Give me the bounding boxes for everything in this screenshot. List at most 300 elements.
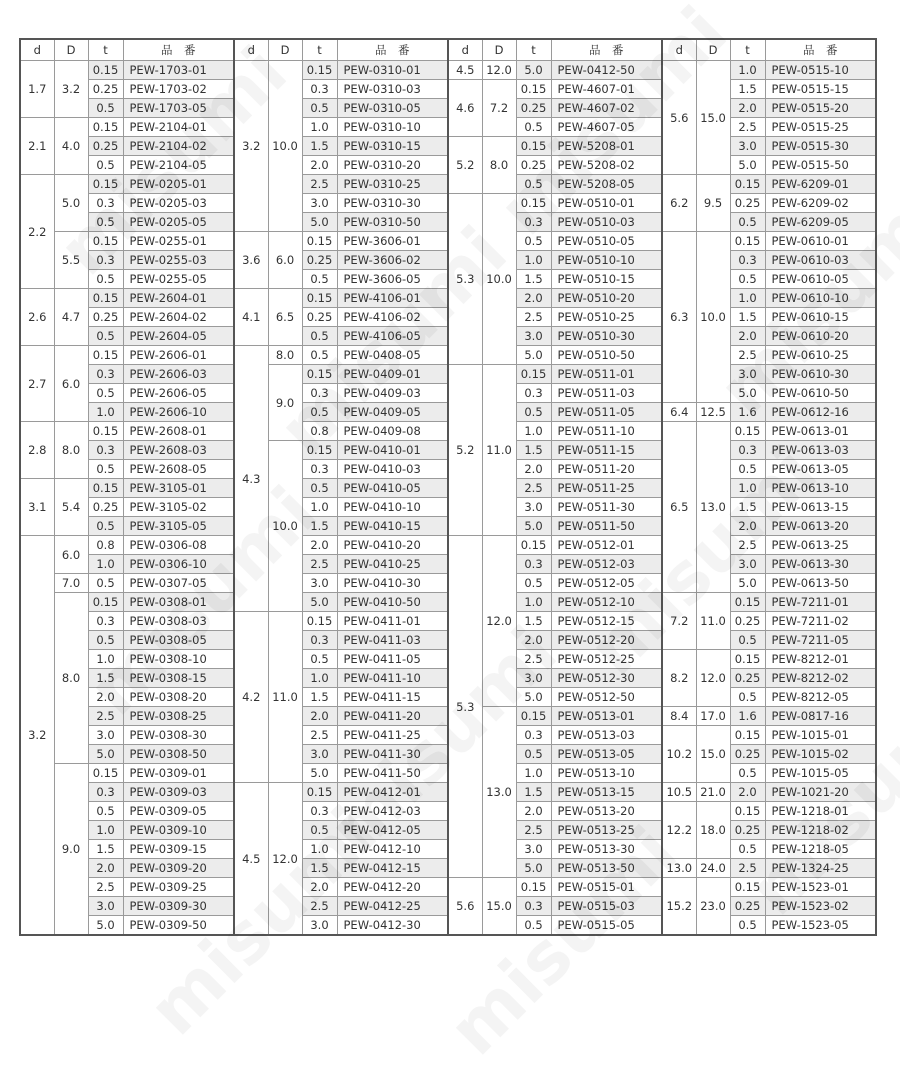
cell-inner-diameter: 5.3 — [448, 194, 482, 365]
header-part-number: 品 番 — [765, 39, 876, 61]
cell-thickness: 1.5 — [302, 688, 337, 707]
cell-outer-diameter: 8.0 — [268, 346, 302, 365]
cell-outer-diameter: 8.0 — [54, 422, 88, 479]
cell-part-number: PEW-0411-03 — [337, 631, 448, 650]
cell-thickness: 0.15 — [88, 479, 123, 498]
cell-part-number: PEW-0610-20 — [765, 327, 876, 346]
cell-part-number: PEW-0412-10 — [337, 840, 448, 859]
cell-outer-diameter: 8.0 — [54, 593, 88, 764]
cell-thickness: 0.15 — [88, 593, 123, 612]
cell-thickness: 0.5 — [88, 802, 123, 821]
cell-part-number: PEW-0308-05 — [123, 631, 234, 650]
cell-inner-diameter: 5.6 — [448, 878, 482, 936]
cell-part-number: PEW-0308-15 — [123, 669, 234, 688]
cell-thickness: 5.0 — [730, 156, 765, 175]
cell-part-number: PEW-0412-03 — [337, 802, 448, 821]
cell-thickness: 0.5 — [516, 745, 551, 764]
cell-thickness: 0.3 — [88, 783, 123, 802]
cell-thickness: 3.0 — [516, 840, 551, 859]
cell-thickness: 0.15 — [730, 593, 765, 612]
cell-thickness: 5.0 — [730, 384, 765, 403]
cell-part-number: PEW-0513-25 — [551, 821, 662, 840]
cell-part-number: PEW-1703-01 — [123, 61, 234, 80]
cell-thickness: 5.0 — [302, 593, 337, 612]
table-row — [20, 878, 876, 897]
cell-part-number: PEW-0309-20 — [123, 859, 234, 878]
cell-part-number: PEW-0513-03 — [551, 726, 662, 745]
table-row — [20, 80, 876, 99]
cell-part-number: PEW-0410-20 — [337, 536, 448, 555]
cell-part-number: PEW-0510-15 — [551, 270, 662, 289]
cell-thickness: 0.5 — [302, 821, 337, 840]
cell-outer-diameter: 6.0 — [268, 232, 302, 289]
cell-outer-diameter: 5.0 — [54, 175, 88, 232]
cell-thickness: 0.5 — [516, 175, 551, 194]
cell-thickness: 1.5 — [302, 517, 337, 536]
cell-thickness: 1.0 — [302, 118, 337, 137]
cell-thickness: 0.15 — [730, 878, 765, 897]
table-body — [20, 61, 876, 936]
cell-thickness: 0.15 — [516, 707, 551, 726]
cell-part-number: PEW-1015-02 — [765, 745, 876, 764]
cell-part-number: PEW-0255-05 — [123, 270, 234, 289]
cell-outer-diameter: 10.0 — [696, 232, 730, 403]
cell-thickness: 0.15 — [302, 612, 337, 631]
cell-inner-diameter: 5.2 — [448, 365, 482, 536]
cell-part-number: PEW-0610-25 — [765, 346, 876, 365]
cell-outer-diameter: 13.0 — [696, 422, 730, 593]
cell-outer-diameter: 9.5 — [696, 175, 730, 232]
cell-thickness: 1.6 — [730, 403, 765, 422]
cell-thickness: 0.3 — [516, 726, 551, 745]
cell-outer-diameter: 11.0 — [482, 365, 516, 536]
cell-thickness: 5.0 — [516, 346, 551, 365]
part-number-table — [19, 38, 877, 936]
cell-part-number: PEW-2608-01 — [123, 422, 234, 441]
cell-inner-diameter: 4.2 — [234, 612, 268, 783]
cell-thickness: 2.5 — [516, 479, 551, 498]
cell-inner-diameter: 5.6 — [662, 61, 696, 175]
cell-part-number: PEW-0510-05 — [551, 232, 662, 251]
cell-part-number: PEW-0408-05 — [337, 346, 448, 365]
cell-part-number: PEW-1324-25 — [765, 859, 876, 878]
cell-thickness: 0.15 — [88, 61, 123, 80]
header-d: d — [20, 39, 54, 61]
cell-inner-diameter: 3.1 — [20, 479, 54, 536]
cell-part-number: PEW-0511-30 — [551, 498, 662, 517]
cell-part-number: PEW-0410-01 — [337, 441, 448, 460]
cell-thickness: 0.15 — [302, 61, 337, 80]
cell-thickness: 0.15 — [516, 80, 551, 99]
cell-part-number: PEW-0513-01 — [551, 707, 662, 726]
cell-thickness: 0.5 — [302, 650, 337, 669]
cell-part-number: PEW-0515-01 — [551, 878, 662, 897]
cell-part-number: PEW-2606-10 — [123, 403, 234, 422]
cell-inner-diameter: 3.2 — [234, 61, 268, 232]
cell-outer-diameter: 12.0 — [482, 536, 516, 707]
header-part-number: 品 番 — [123, 39, 234, 61]
cell-part-number: PEW-0411-30 — [337, 745, 448, 764]
header-D: D — [268, 39, 302, 61]
cell-part-number: PEW-0613-10 — [765, 479, 876, 498]
cell-outer-diameter: 12.0 — [482, 61, 516, 80]
cell-thickness: 0.15 — [88, 289, 123, 308]
cell-thickness: 2.5 — [730, 859, 765, 878]
cell-outer-diameter: 10.0 — [268, 61, 302, 232]
cell-outer-diameter: 9.0 — [268, 365, 302, 441]
cell-thickness: 2.0 — [88, 859, 123, 878]
cell-part-number: PEW-1523-02 — [765, 897, 876, 916]
cell-part-number: PEW-0308-50 — [123, 745, 234, 764]
cell-thickness: 3.0 — [730, 365, 765, 384]
cell-thickness: 0.15 — [516, 536, 551, 555]
cell-part-number: PEW-0306-08 — [123, 536, 234, 555]
cell-thickness: 0.3 — [88, 194, 123, 213]
cell-thickness: 0.3 — [730, 251, 765, 270]
cell-part-number: PEW-0512-20 — [551, 631, 662, 650]
cell-thickness: 3.0 — [516, 498, 551, 517]
cell-thickness: 0.25 — [730, 194, 765, 213]
cell-part-number: PEW-0512-10 — [551, 593, 662, 612]
cell-thickness: 0.8 — [88, 536, 123, 555]
cell-part-number: PEW-0412-30 — [337, 916, 448, 936]
cell-part-number: PEW-0308-01 — [123, 593, 234, 612]
cell-thickness: 5.0 — [516, 517, 551, 536]
cell-part-number: PEW-0411-10 — [337, 669, 448, 688]
cell-inner-diameter: 10.5 — [662, 783, 696, 802]
cell-part-number: PEW-0515-15 — [765, 80, 876, 99]
cell-thickness: 0.5 — [302, 403, 337, 422]
cell-thickness: 1.5 — [88, 669, 123, 688]
cell-part-number: PEW-4106-01 — [337, 289, 448, 308]
cell-thickness: 2.0 — [516, 460, 551, 479]
cell-inner-diameter: 6.3 — [662, 232, 696, 403]
cell-part-number: PEW-0310-05 — [337, 99, 448, 118]
cell-thickness: 1.0 — [516, 251, 551, 270]
cell-thickness: 2.0 — [730, 327, 765, 346]
cell-thickness: 2.5 — [88, 707, 123, 726]
cell-part-number: PEW-2608-05 — [123, 460, 234, 479]
cell-thickness: 0.25 — [730, 821, 765, 840]
cell-thickness: 0.15 — [516, 365, 551, 384]
cell-part-number: PEW-0515-10 — [765, 61, 876, 80]
cell-outer-diameter: 6.0 — [54, 536, 88, 574]
cell-part-number: PEW-3105-01 — [123, 479, 234, 498]
cell-thickness: 1.0 — [730, 61, 765, 80]
cell-part-number: PEW-0610-01 — [765, 232, 876, 251]
cell-part-number: PEW-0409-03 — [337, 384, 448, 403]
cell-thickness: 2.0 — [302, 536, 337, 555]
cell-part-number: PEW-6209-05 — [765, 213, 876, 232]
cell-part-number: PEW-1015-01 — [765, 726, 876, 745]
spec-table-container — [19, 38, 875, 943]
cell-thickness: 0.15 — [88, 764, 123, 783]
cell-outer-diameter: 11.0 — [268, 612, 302, 783]
cell-thickness: 0.3 — [302, 631, 337, 650]
cell-inner-diameter: 4.5 — [234, 783, 268, 936]
table-row — [20, 365, 876, 384]
cell-part-number: PEW-0411-25 — [337, 726, 448, 745]
cell-part-number: PEW-2608-03 — [123, 441, 234, 460]
cell-thickness: 2.0 — [730, 99, 765, 118]
header-D: D — [54, 39, 88, 61]
cell-thickness: 0.5 — [730, 764, 765, 783]
cell-thickness: 1.5 — [516, 441, 551, 460]
cell-thickness: 0.15 — [302, 365, 337, 384]
cell-part-number: PEW-7211-02 — [765, 612, 876, 631]
cell-thickness: 0.5 — [88, 270, 123, 289]
cell-thickness: 0.5 — [730, 460, 765, 479]
cell-inner-diameter: 4.1 — [234, 289, 268, 346]
cell-outer-diameter: 10.0 — [268, 441, 302, 612]
header-row — [20, 39, 876, 61]
cell-part-number: PEW-0410-30 — [337, 574, 448, 593]
cell-thickness: 0.15 — [730, 175, 765, 194]
cell-part-number: PEW-5208-02 — [551, 156, 662, 175]
cell-part-number: PEW-3105-05 — [123, 517, 234, 536]
cell-thickness: 0.5 — [88, 327, 123, 346]
cell-part-number: PEW-0307-05 — [123, 574, 234, 593]
cell-part-number: PEW-0512-01 — [551, 536, 662, 555]
cell-part-number: PEW-1021-20 — [765, 783, 876, 802]
cell-inner-diameter: 2.2 — [20, 175, 54, 289]
cell-inner-diameter: 5.3 — [448, 536, 482, 878]
cell-thickness: 0.5 — [730, 631, 765, 650]
cell-outer-diameter: 13.0 — [482, 707, 516, 878]
cell-part-number: PEW-0511-01 — [551, 365, 662, 384]
cell-thickness: 1.5 — [730, 80, 765, 99]
cell-part-number: PEW-7211-01 — [765, 593, 876, 612]
cell-thickness: 0.15 — [302, 783, 337, 802]
cell-thickness: 0.15 — [516, 878, 551, 897]
cell-thickness: 2.0 — [730, 517, 765, 536]
cell-part-number: PEW-0515-50 — [765, 156, 876, 175]
table-row — [20, 61, 876, 80]
cell-thickness: 0.15 — [730, 650, 765, 669]
cell-part-number: PEW-1703-02 — [123, 80, 234, 99]
cell-thickness: 3.0 — [302, 745, 337, 764]
cell-thickness: 0.15 — [730, 802, 765, 821]
cell-part-number: PEW-2606-03 — [123, 365, 234, 384]
cell-thickness: 3.0 — [302, 194, 337, 213]
cell-thickness: 2.5 — [516, 650, 551, 669]
cell-thickness: 2.0 — [302, 707, 337, 726]
cell-thickness: 2.5 — [730, 346, 765, 365]
cell-outer-diameter: 15.0 — [696, 61, 730, 175]
cell-thickness: 0.5 — [730, 688, 765, 707]
header-part-number: 品 番 — [551, 39, 662, 61]
cell-part-number: PEW-0412-05 — [337, 821, 448, 840]
cell-thickness: 5.0 — [302, 213, 337, 232]
cell-thickness: 1.0 — [302, 840, 337, 859]
cell-part-number: PEW-8212-02 — [765, 669, 876, 688]
cell-part-number: PEW-0613-05 — [765, 460, 876, 479]
cell-part-number: PEW-7211-05 — [765, 631, 876, 650]
cell-outer-diameter: 6.0 — [54, 346, 88, 422]
table-row — [20, 137, 876, 156]
cell-part-number: PEW-0309-01 — [123, 764, 234, 783]
cell-inner-diameter: 2.8 — [20, 422, 54, 479]
cell-part-number: PEW-0511-25 — [551, 479, 662, 498]
cell-thickness: 0.15 — [88, 118, 123, 137]
cell-thickness: 5.0 — [516, 859, 551, 878]
cell-part-number: PEW-0310-15 — [337, 137, 448, 156]
cell-inner-diameter: 2.1 — [20, 118, 54, 175]
cell-thickness: 0.5 — [302, 479, 337, 498]
cell-thickness: 2.5 — [516, 821, 551, 840]
cell-outer-diameter: 4.0 — [54, 118, 88, 175]
cell-part-number: PEW-0515-20 — [765, 99, 876, 118]
cell-part-number: PEW-1218-05 — [765, 840, 876, 859]
cell-part-number: PEW-2104-05 — [123, 156, 234, 175]
cell-part-number: PEW-0512-15 — [551, 612, 662, 631]
cell-part-number: PEW-0610-03 — [765, 251, 876, 270]
cell-thickness: 2.5 — [302, 726, 337, 745]
cell-thickness: 0.5 — [302, 270, 337, 289]
cell-thickness: 1.0 — [730, 479, 765, 498]
cell-part-number: PEW-0612-16 — [765, 403, 876, 422]
cell-inner-diameter: 6.2 — [662, 175, 696, 232]
cell-thickness: 3.0 — [302, 916, 337, 936]
cell-part-number: PEW-0513-10 — [551, 764, 662, 783]
cell-part-number: PEW-0310-20 — [337, 156, 448, 175]
cell-part-number: PEW-0511-15 — [551, 441, 662, 460]
header-part-number: 品 番 — [337, 39, 448, 61]
cell-part-number: PEW-0410-15 — [337, 517, 448, 536]
cell-part-number: PEW-0412-50 — [551, 61, 662, 80]
cell-thickness: 0.25 — [88, 308, 123, 327]
cell-thickness: 0.15 — [516, 194, 551, 213]
cell-part-number: PEW-0409-05 — [337, 403, 448, 422]
cell-inner-diameter: 10.2 — [662, 726, 696, 783]
cell-outer-diameter: 5.5 — [54, 232, 88, 289]
cell-thickness: 0.25 — [516, 156, 551, 175]
cell-thickness: 5.0 — [88, 916, 123, 936]
cell-thickness: 0.3 — [516, 555, 551, 574]
cell-thickness: 0.5 — [302, 346, 337, 365]
cell-outer-diameter: 24.0 — [696, 859, 730, 878]
cell-part-number: PEW-0255-01 — [123, 232, 234, 251]
cell-inner-diameter: 8.2 — [662, 650, 696, 707]
cell-part-number: PEW-0613-01 — [765, 422, 876, 441]
cell-part-number: PEW-1523-05 — [765, 916, 876, 936]
cell-part-number: PEW-0411-15 — [337, 688, 448, 707]
cell-outer-diameter: 17.0 — [696, 707, 730, 726]
cell-outer-diameter: 21.0 — [696, 783, 730, 802]
cell-thickness: 0.5 — [516, 574, 551, 593]
cell-part-number: PEW-2604-05 — [123, 327, 234, 346]
cell-outer-diameter: 4.7 — [54, 289, 88, 346]
cell-outer-diameter: 12.5 — [696, 403, 730, 422]
cell-thickness: 1.5 — [516, 612, 551, 631]
cell-thickness: 5.0 — [516, 61, 551, 80]
cell-inner-diameter: 2.6 — [20, 289, 54, 346]
cell-thickness: 1.0 — [516, 593, 551, 612]
cell-part-number: PEW-0309-15 — [123, 840, 234, 859]
cell-part-number: PEW-0610-05 — [765, 270, 876, 289]
cell-outer-diameter: 3.2 — [54, 61, 88, 118]
cell-part-number: PEW-0308-10 — [123, 650, 234, 669]
cell-thickness: 0.5 — [88, 574, 123, 593]
cell-part-number: PEW-0205-01 — [123, 175, 234, 194]
cell-thickness: 0.15 — [302, 441, 337, 460]
cell-thickness: 2.0 — [302, 156, 337, 175]
cell-thickness: 0.25 — [516, 99, 551, 118]
cell-part-number: PEW-0613-15 — [765, 498, 876, 517]
cell-thickness: 0.3 — [302, 80, 337, 99]
cell-thickness: 0.5 — [516, 118, 551, 137]
cell-outer-diameter: 6.5 — [268, 289, 302, 346]
cell-inner-diameter: 4.5 — [448, 61, 482, 80]
cell-part-number: PEW-2104-02 — [123, 137, 234, 156]
cell-inner-diameter: 1.7 — [20, 61, 54, 118]
cell-part-number: PEW-0310-03 — [337, 80, 448, 99]
cell-thickness: 3.0 — [730, 137, 765, 156]
cell-thickness: 0.15 — [302, 232, 337, 251]
cell-outer-diameter: 5.4 — [54, 479, 88, 536]
cell-thickness: 0.3 — [302, 460, 337, 479]
cell-thickness: 0.25 — [730, 897, 765, 916]
cell-part-number: PEW-0411-20 — [337, 707, 448, 726]
cell-inner-diameter: 3.2 — [20, 536, 54, 936]
cell-part-number: PEW-1218-01 — [765, 802, 876, 821]
cell-thickness: 5.0 — [88, 745, 123, 764]
cell-inner-diameter: 8.4 — [662, 707, 696, 726]
cell-part-number: PEW-1523-01 — [765, 878, 876, 897]
cell-part-number: PEW-4607-05 — [551, 118, 662, 137]
cell-thickness: 1.0 — [88, 403, 123, 422]
cell-thickness: 0.25 — [730, 745, 765, 764]
cell-thickness: 0.3 — [88, 612, 123, 631]
cell-thickness: 0.15 — [730, 232, 765, 251]
cell-thickness: 0.15 — [88, 346, 123, 365]
cell-outer-diameter: 15.0 — [482, 878, 516, 936]
cell-thickness: 2.5 — [302, 175, 337, 194]
cell-thickness: 2.5 — [302, 897, 337, 916]
cell-thickness: 0.15 — [88, 175, 123, 194]
cell-thickness: 1.0 — [730, 289, 765, 308]
cell-part-number: PEW-0309-05 — [123, 802, 234, 821]
cell-inner-diameter: 4.3 — [234, 346, 268, 612]
cell-inner-diameter: 13.0 — [662, 859, 696, 878]
cell-thickness: 0.5 — [730, 270, 765, 289]
cell-thickness: 0.25 — [730, 669, 765, 688]
cell-thickness: 0.15 — [302, 289, 337, 308]
cell-thickness: 0.5 — [302, 99, 337, 118]
cell-outer-diameter: 7.2 — [482, 80, 516, 137]
cell-thickness: 0.15 — [516, 137, 551, 156]
cell-part-number: PEW-2606-05 — [123, 384, 234, 403]
cell-thickness: 1.0 — [302, 669, 337, 688]
cell-part-number: PEW-0310-01 — [337, 61, 448, 80]
cell-thickness: 2.5 — [516, 308, 551, 327]
cell-inner-diameter: 4.6 — [448, 80, 482, 137]
cell-part-number: PEW-0515-25 — [765, 118, 876, 137]
cell-part-number: PEW-0410-10 — [337, 498, 448, 517]
cell-outer-diameter: 18.0 — [696, 802, 730, 859]
cell-thickness: 1.5 — [516, 783, 551, 802]
cell-thickness: 0.5 — [516, 916, 551, 936]
cell-thickness: 5.0 — [730, 574, 765, 593]
cell-part-number: PEW-6209-01 — [765, 175, 876, 194]
cell-outer-diameter: 23.0 — [696, 878, 730, 936]
cell-thickness: 1.5 — [730, 498, 765, 517]
cell-part-number: PEW-0511-05 — [551, 403, 662, 422]
header-D: D — [482, 39, 516, 61]
cell-part-number: PEW-0512-05 — [551, 574, 662, 593]
cell-thickness: 0.5 — [88, 384, 123, 403]
cell-part-number: PEW-0510-50 — [551, 346, 662, 365]
